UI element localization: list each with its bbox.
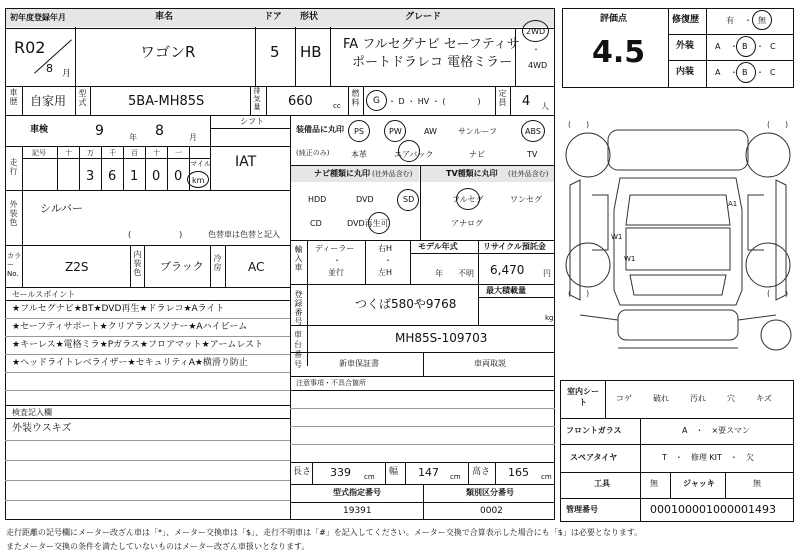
ext-grade-c: C: [770, 42, 776, 51]
tv-fullseg: フルセグ: [452, 195, 484, 204]
grid-line: [495, 86, 496, 115]
color-value: シルバー: [40, 202, 83, 215]
equip-abs: ABS: [525, 127, 541, 136]
mileage-digit: 3: [86, 169, 95, 184]
seat-scratch: キズ: [756, 394, 772, 403]
grid-line: [478, 297, 555, 298]
nav-sd: SD: [403, 195, 415, 204]
nav-cd: CD: [310, 219, 322, 228]
grid-line: [668, 8, 669, 88]
seat-label: 室内シート: [567, 387, 599, 407]
grid-line: [307, 284, 308, 366]
glass-options: A ・ ×要スマン: [682, 426, 751, 435]
ext-grade-sep: ・: [730, 42, 738, 51]
circle-mark: [397, 189, 419, 211]
import-label: 輸入車: [294, 245, 303, 272]
circle-mark: [456, 188, 480, 210]
grid-line: [5, 318, 290, 319]
equip-tv: TV: [527, 150, 538, 159]
jack-label: ジャッキ: [683, 479, 715, 488]
ext-grade-b: B: [742, 42, 748, 51]
grid-line: [668, 34, 794, 35]
grid-line: [250, 86, 251, 115]
grid-line: [145, 146, 146, 190]
import-sep: ・: [384, 256, 392, 265]
tv-sub: (社外品含む): [508, 170, 549, 178]
width-label: 幅: [389, 467, 399, 477]
import-dealer: ディーラー: [315, 244, 355, 253]
exterior-label: 外装: [676, 41, 695, 51]
fuel-label: 燃料: [351, 89, 360, 107]
repair-sep: ・: [744, 16, 752, 25]
height-unit: cm: [541, 473, 552, 481]
circle-mark: [752, 10, 772, 30]
sales-point-line: ★フルセグナビ★BT★DVD再生★ドラレコ★Aライト: [12, 304, 225, 314]
equip-pw: PW: [389, 127, 402, 136]
footer-note: またメーター交換の条件を満たしていないものはメーター改ざん車扱いとなります。: [6, 542, 310, 551]
grid-line: [725, 472, 726, 498]
int-grade-sep: ・: [730, 68, 738, 77]
chassis-value: MH85S-109703: [395, 331, 488, 345]
colorno-label: カラーNo.: [7, 252, 21, 278]
grid-line: [348, 86, 349, 115]
grid-line: [130, 245, 131, 287]
grid-line: [266, 86, 267, 115]
chassis-label: 車台番号: [294, 330, 302, 369]
type-label: 型式: [78, 89, 87, 107]
grid-line: [5, 28, 555, 29]
import-sep: ・: [333, 256, 341, 265]
grid-line: [560, 418, 794, 419]
model-year-unit: 年: [435, 269, 443, 278]
capacity-unit: 人: [541, 102, 549, 111]
svg-text:): ): [586, 289, 590, 298]
grid-line: [5, 287, 290, 288]
grid-line: [668, 60, 794, 61]
mileage-digit: 6: [108, 169, 117, 184]
length-unit: cm: [364, 473, 375, 481]
circle-mark: [736, 62, 756, 83]
damage-mark: W1: [624, 255, 636, 263]
car-name-label: 車名: [155, 12, 174, 22]
grid-line: [423, 352, 424, 376]
model-year-label: モデル年式: [418, 242, 458, 251]
mileage-digit: 0: [174, 169, 183, 184]
equip-label: 装備品に丸印: [296, 125, 344, 134]
tv-label: TV種類に丸印: [446, 169, 498, 178]
car-damage-diagram: [560, 100, 796, 370]
repair-yes: 有: [726, 16, 734, 25]
grid-line: [5, 86, 555, 87]
grade-line2: ポートドラレコ 電格ミラー: [352, 55, 513, 70]
sales-point-line: ★キーレス★電格ミラ★Pガラス★フロアマット★アームレスト: [12, 340, 264, 350]
notes-label: 注意事項・不具合箇所: [296, 379, 366, 387]
interior-color-value: ブラック: [160, 260, 204, 273]
fuel-options: ・ D ・ HV ・ ( ): [388, 97, 481, 106]
tools-label: 工具: [594, 479, 610, 488]
spare-label: スペアタイヤ: [570, 453, 618, 462]
registration-value: つくば580や9768: [355, 297, 457, 311]
mileage-digit: 1: [130, 169, 139, 184]
equip-leather: 本革: [351, 150, 367, 159]
colorno-value: Z2S: [65, 260, 89, 274]
grid-line: [410, 240, 411, 284]
grid-line: [210, 128, 290, 129]
type-value: 5BA-MH85S: [128, 94, 205, 109]
sales-point-line: ★ヘッドライトレベライザー★セキュリティA★横滑り防止: [12, 358, 248, 368]
grid-line: [290, 462, 555, 463]
car-name-value: ワゴンR: [140, 43, 196, 61]
seat-dirt: 汚れ: [690, 394, 706, 403]
inspector-value: 外装ウスキズ: [12, 423, 72, 434]
grade-label: グレード: [405, 12, 442, 22]
int-grade-sep: ・: [756, 68, 764, 77]
grid-line: [363, 86, 364, 115]
disp-label: 排気量: [253, 87, 261, 111]
nav-dvd-play: DVD再生可: [347, 219, 389, 228]
equip-sub: (純正のみ): [296, 149, 330, 157]
warranty-card: 新車保証書: [339, 359, 379, 368]
grid-line: [290, 240, 555, 241]
grid-line: [5, 418, 290, 419]
svg-text:): ): [586, 120, 590, 129]
color-note: 色替車は色替と記入: [208, 230, 280, 239]
grid-line: [22, 190, 23, 245]
max-load-unit: kg: [545, 314, 554, 322]
mileage-unit-label: 万: [87, 149, 94, 157]
tv-analog: アナログ: [451, 219, 483, 228]
grid-line: [410, 253, 555, 254]
nav-sub: (社外品含む): [372, 170, 413, 178]
ext-grade-a: A: [715, 42, 721, 51]
owner-manual: 車両取説: [474, 359, 506, 368]
first-reg-month: 8: [46, 62, 53, 75]
import-rh: 右H: [378, 244, 393, 253]
shape-value: HB: [300, 43, 322, 61]
svg-text:): ): [785, 289, 789, 298]
grid-line: [5, 460, 290, 461]
mileage-unit-label: 千: [109, 149, 116, 157]
usage-label: 車歴: [9, 88, 18, 106]
shift-label: シフト: [240, 117, 264, 126]
int-grade-b: B: [742, 68, 748, 77]
seat-burn: コゲ: [616, 394, 632, 403]
grid-line: [167, 146, 168, 190]
grid-line: [5, 390, 290, 391]
grade-line1: FA フルセグナビ セーフティサ: [343, 37, 520, 52]
nav-dvd: DVD: [356, 195, 374, 204]
width-unit: cm: [450, 473, 461, 481]
type-no-label: 型式指定番号: [333, 488, 381, 497]
grid-line: [468, 462, 469, 484]
capacity-label: 定員: [498, 89, 507, 107]
mileage-unit-label: 百: [131, 149, 138, 157]
grid-line: [312, 462, 313, 484]
class-no-label: 類別区分番号: [466, 488, 514, 497]
seat-tear: 破れ: [653, 394, 669, 403]
length-value: 339: [330, 466, 351, 479]
grid-line: [423, 484, 424, 520]
equip-ps: PS: [354, 127, 364, 136]
equip-aw: AW: [424, 127, 437, 136]
circle-mark: [348, 120, 370, 142]
mileage-unit-label: 十: [153, 149, 160, 157]
grid-line: [307, 240, 308, 284]
usage-value: 自家用: [30, 94, 67, 108]
doors-value: 5: [270, 43, 280, 61]
circle-mark: [368, 212, 390, 234]
equip-sunroof: サンルーフ: [458, 127, 497, 136]
drive-2wd: 2WD: [526, 27, 546, 36]
glass-label: フロントガラス: [566, 426, 622, 435]
grid-line: [405, 462, 406, 484]
grid-line: [101, 146, 102, 190]
height-label: 高さ: [472, 467, 491, 477]
doors-label: ドア: [264, 12, 282, 22]
grid-line: [560, 444, 794, 445]
mgmt-value: 000100001000001493: [650, 503, 776, 516]
import-lh: 左H: [378, 268, 393, 277]
damage-mark: A1: [728, 200, 738, 208]
tools-value: 無: [650, 479, 658, 488]
grid-line: [670, 472, 671, 498]
jack-value: 無: [753, 479, 761, 488]
sales-points-label: セールスポイント: [12, 290, 76, 299]
drive-4wd: 4WD: [528, 61, 548, 70]
grid-line: [5, 190, 290, 191]
grid-line: [560, 498, 794, 499]
int-grade-a: A: [715, 68, 721, 77]
score-label: 評価点: [600, 14, 628, 24]
first-reg-era: R02: [14, 38, 46, 57]
recycle-label: リサイクル預託金: [483, 242, 546, 251]
grid-line: [22, 158, 210, 159]
score-value: 4.5: [592, 35, 646, 70]
grid-line: [144, 245, 145, 287]
grid-line: [385, 462, 386, 484]
grid-line: [290, 390, 555, 391]
ac-label: 冷房: [213, 254, 222, 272]
sales-point-line: ★セーフティサポート★クリアランスソナー★Aハイビーム: [12, 322, 248, 332]
mileage-label: 走行: [9, 158, 18, 176]
grid-line: [90, 86, 91, 115]
interior-label: 内装: [676, 67, 695, 77]
inspector-label: 検査記入欄: [12, 408, 52, 417]
seat-hole: 穴: [727, 394, 735, 403]
first-reg-month-unit: 月: [62, 69, 72, 79]
repair-no: 無: [758, 16, 766, 25]
svg-text:(: (: [767, 120, 771, 129]
model-year-unknown: 不明: [458, 269, 474, 278]
nav-hdd: HDD: [308, 195, 327, 204]
ac-value: AC: [248, 260, 265, 274]
grid-line: [5, 354, 290, 355]
import-parallel: 並行: [328, 268, 344, 277]
circle-mark: [187, 171, 209, 188]
grid-line: [290, 284, 555, 285]
svg-text:(: (: [568, 289, 572, 298]
recycle-value: 6,470: [490, 263, 525, 277]
grid-line: [123, 146, 124, 190]
inspection-label: 車検: [30, 125, 49, 135]
circle-mark: [521, 120, 545, 142]
equip-airbag: エアバック: [394, 150, 434, 159]
grid-line: [290, 376, 555, 377]
color-paren: ( ): [128, 230, 183, 239]
width-value: 147: [418, 466, 439, 479]
damage-mark: W1: [611, 233, 623, 241]
circle-mark: [398, 140, 420, 162]
color-label: 外装色: [9, 200, 18, 227]
grid-line: [290, 325, 555, 326]
grid-line: [706, 8, 707, 88]
disp-value: 660: [288, 94, 313, 109]
grid-line: [478, 240, 479, 284]
grid-line: [560, 472, 794, 473]
grid-line: [605, 380, 606, 418]
mileage-km: km: [192, 176, 205, 185]
circle-mark: [384, 120, 406, 142]
inspection-year-unit: 年: [129, 133, 137, 142]
mileage-digit: 0: [152, 169, 161, 184]
mgmt-label: 管理番号: [566, 505, 598, 514]
shape-label: 形状: [300, 12, 319, 22]
grid-line: [365, 240, 366, 284]
nav-label: ナビ種類に丸印: [314, 169, 370, 178]
grid-line: [210, 115, 211, 190]
registration-label: 登録番号: [294, 290, 303, 326]
fuel-gasoline: G: [373, 96, 380, 106]
grid-line: [290, 444, 555, 445]
circle-mark: [736, 36, 756, 57]
length-label: 長さ: [293, 467, 312, 477]
inspection-month: 8: [155, 123, 164, 139]
grid-line: [5, 480, 290, 481]
class-no-value: 0002: [480, 506, 503, 516]
grid-line: [290, 426, 555, 427]
grid-line: [5, 300, 290, 301]
grid-line: [22, 86, 23, 115]
shift-value: IAT: [235, 154, 257, 170]
tv-oneseg: ワンセグ: [510, 195, 542, 204]
spare-options: T ・ 修理 KIT ・ 欠: [662, 453, 754, 462]
grid-line: [5, 440, 290, 441]
grid-line: [290, 408, 555, 409]
disp-unit: cc: [333, 102, 341, 110]
grid-line: [79, 146, 80, 190]
mileage-mile: マイル: [190, 160, 211, 168]
grid-line: [495, 462, 496, 484]
type-no-value: 19391: [343, 506, 372, 516]
grid-line: [225, 245, 226, 287]
grid-line: [5, 115, 555, 116]
grid-line: [5, 245, 290, 246]
grid-line: [5, 500, 290, 501]
first-reg-label: 初年度登録年月: [10, 13, 66, 22]
grid-line: [5, 405, 290, 406]
interior-color-label: 内装色: [133, 250, 142, 277]
max-load-label: 最大積載量: [486, 286, 526, 295]
equip-navi: ナビ: [469, 150, 485, 159]
grid-line: [210, 245, 211, 287]
repair-label: 修復歴: [672, 15, 700, 25]
height-value: 165: [508, 466, 529, 479]
svg-text:(: (: [767, 289, 771, 298]
svg-text:(: (: [568, 120, 572, 129]
capacity-value: 4: [522, 94, 531, 109]
grid-line: [640, 418, 641, 522]
grid-line: [478, 284, 479, 325]
circle-mark: [522, 20, 549, 42]
grid-line: [510, 86, 511, 115]
grid-line: [5, 336, 290, 337]
circle-mark: [366, 90, 387, 111]
mileage-unit-label: 一: [175, 149, 182, 157]
grid-line: [57, 146, 58, 190]
footer-note: 走行距離の記号欄にメーター改ざん車は「*」、メーター交換車は「$」、走行不明車は「#」を記入してください。メーター交換で合算表示した場合にも「$」は必要となります。: [6, 528, 643, 537]
mileage-mark-label: 記号: [32, 149, 46, 157]
inspection-year: 9: [95, 123, 104, 139]
grid-line: [75, 86, 76, 115]
grid-line: [22, 146, 23, 190]
mileage-unit-label: 十: [65, 149, 72, 157]
int-grade-c: C: [770, 68, 776, 77]
ext-grade-sep: ・: [756, 42, 764, 51]
drive-sep: ・: [532, 45, 540, 54]
grid-line: [5, 372, 290, 373]
svg-text:): ): [785, 120, 789, 129]
inspection-month-unit: 月: [189, 133, 197, 142]
grid-line: [5, 146, 290, 147]
recycle-unit: 円: [543, 269, 551, 278]
grid-line: [22, 245, 23, 287]
